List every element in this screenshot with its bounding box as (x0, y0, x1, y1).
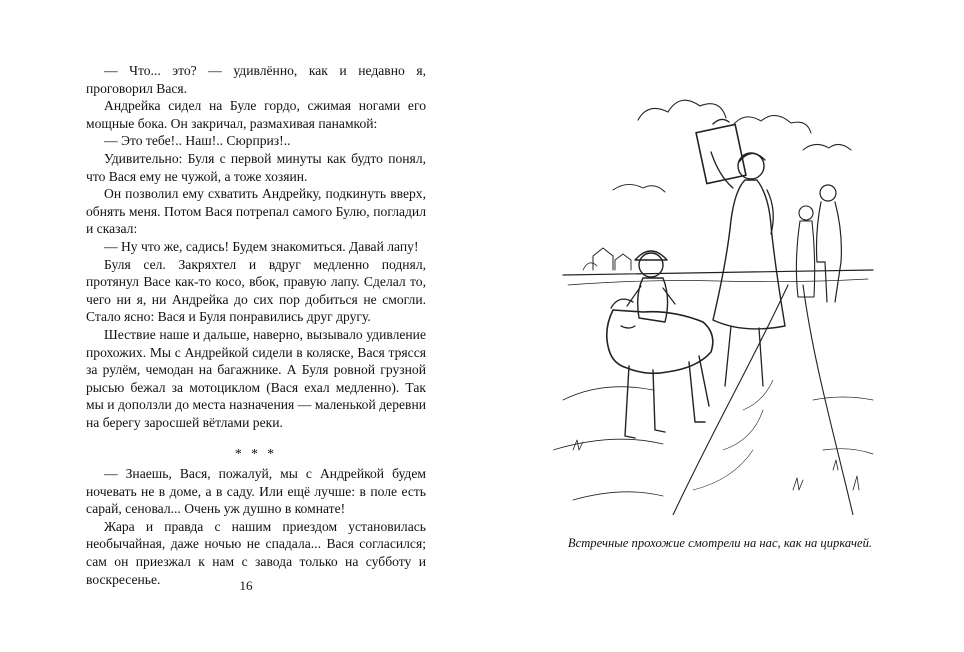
page-number: 16 (239, 578, 253, 593)
left-page-text (86, 62, 426, 588)
section-separator: * * * (234, 446, 278, 462)
paragraph-4: Удивительно: Буля с первой минуты как будто понял, что Вася ему не чужой, а тоже хозяин. (86, 150, 426, 184)
paragraph-5: Он позволил ему схватить Андрейку, подкинуть вверх, обнять меня. Потом Вася потрепал самого Булю, погладил и сказал: (86, 186, 426, 237)
paragraph-2: Андрейка сидел на Буле гордо, сжимая ногами его мощные бока. Он закричал, размахивая панамкой: (86, 98, 426, 131)
paragraph-6: — Ну что же, садись! Будем знакомиться. Давай лапу! (104, 238, 419, 254)
paragraph-8: Шествие наше и дальше, наверно, вызывало удивление прохожих. Мы с Андрейкой сидели в коляске, Вася трясся за рулём, чемодан на багажнике. А Буля ровной грузной рысью бежал за мотоциклом (Вася ехал медленно). Так мы и доползли до места назначения — маленькой деревни на берегу заросшей вётлами реки. (86, 326, 426, 430)
paragraph-10: Жара и правда с нашим приездом установилась необычайная, даже ночью не спадала... Вася согласился; сам он приезжал к нам с завода только на субботу и воскресенье. (86, 518, 426, 587)
paragraph-7: Буля сел. Закряхтел и вдруг медленно поднял, протянул Васе как-то косо, вбок, правую лапу. Сделал то, чего ни я, ни Андрейка до сих пор добиться не смогли. Стало ясно: Вася и Буля понравились друг другу. (86, 256, 426, 325)
illustration-caption: Встречные прохожие смотрели на нас, как на циркачей. (567, 536, 873, 550)
paragraph-3: — Это тебе!.. Наш!.. Сюрприз!.. (104, 133, 291, 149)
illustration (553, 70, 878, 515)
paragraph-9: — Знаешь, Вася, пожалуй, мы с Андрейкой будем ночевать не в доме, а в саду. Или ещё лучше: в поле есть сарай, сеновал... Очень уж душно в комнате! (86, 466, 426, 517)
paragraph-1: — Что... это? — удивлённо, как и недавно я, проговорил Вася. (86, 63, 426, 96)
